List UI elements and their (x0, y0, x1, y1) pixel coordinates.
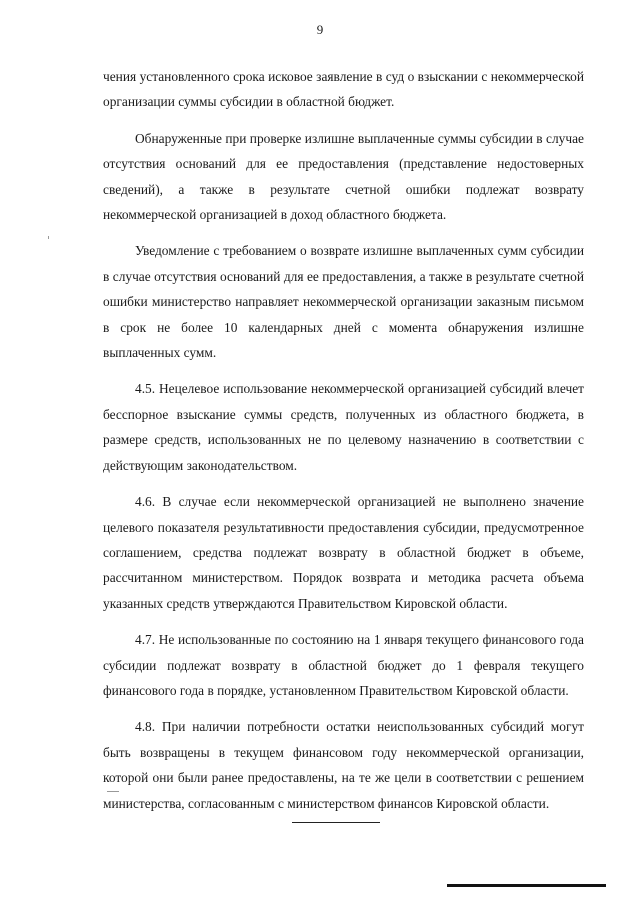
end-of-text-rule (292, 822, 380, 823)
paragraph-continuation: чения установленного срока исковое заявление в суд о взыскании с некоммерческой организации суммы субсидии в областной бюджет. (103, 69, 584, 110)
scan-speck (107, 791, 119, 792)
paragraph-overpayment-return: Обнаруженные при проверке излишне выплаченные суммы субсидии в случае отсутствия оснований для ее предоставления (представление недостоверных сведений), а также в результате счетной ошибки подлежат возврату некоммерческой организацией в доход областного бюджета. (103, 130, 584, 223)
paragraph-4-8: 4.8. При наличии потребности остатки неиспользованных субсидий могут быть возвращены в текущем финансовом году некоммерческой организации, которой они были ранее предоставлены, на те же цели в соответствии с решением министерства, согласованным с министерством финансов Кировской области. (103, 719, 584, 811)
document-body (103, 64, 584, 827)
paragraph-return-notice: Уведомление с требованием о возврате излишне выплаченных сумм субсидии в случае отсутствия оснований для ее предоставления, а также в результате счетной ошибки министерство направляет некоммерческой организации заказным письмом в срок не более 10 календарных дней с момента обнаружения излишне выплаченных сумм. (103, 243, 584, 361)
paragraph-4-7: 4.7. Не использованные по состоянию на 1 января текущего финансового года субсидии подлежат возврату в областной бюджет до 1 февраля текущего финансового года в порядке, установленном Правительством Кировской области. (103, 632, 584, 698)
scan-edge-bar (447, 884, 606, 887)
paragraph-4-5: 4.5. Нецелевое использование некоммерческой организацией субсидий влечет бесспорное взыскание суммы средств, полученных из областного бюджета, в размере средств, использованных не по целевому назначению в соответствии с действующим законодательством. (103, 381, 584, 473)
scan-speck (48, 236, 49, 239)
page-number: 9 (316, 22, 324, 37)
paragraph-4-6: 4.6. В случае если некоммерческой организацией не выполнено значение целевого показателя результативности предоставления субсидии, предусмотренное соглашением, средства подлежат возврату в областной бюджет в объеме, рассчитанном министерством. Порядок возврата и методика расчета объема указанных средств утверждаются Правительством Кировской области. (103, 494, 584, 611)
